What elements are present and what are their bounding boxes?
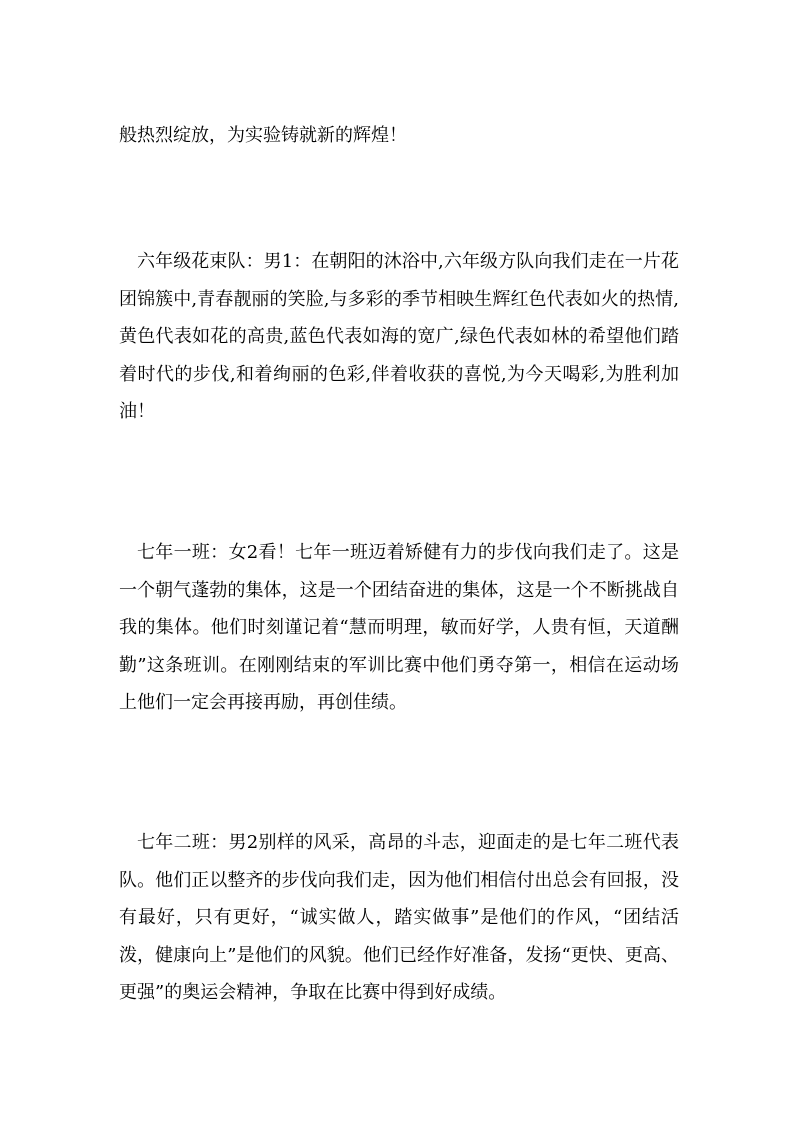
paragraph-grade-seven-class-one: 七年一班：女2看！七年一班迈着矫健有力的步伐向我们走了。这是一个朝气蓬勃的集体，这是一个团结奋进的集体，这是一个不断挑战自我的集体。他们时刻谨记着“慧而明理，敏而好学，人贵有恒，天道酬勤”这条班训。在刚刚结束的军训比赛中他们勇夺第一，相信在运动场上他们一定会再接再励，再创佳绩。: [119, 542, 679, 713]
paragraph-grade-six-flower-team: 六年级花束队：男1：在朝阳的沐浴中,六年级方队向我们走在一片花团锦簇中,青春靓丽的笑脸,与多彩的季节相映生辉红色代表如火的热情,黄色代表如花的高贵,蓝色代表如海的宽广,绿色代表如林的希望他们踏着时代的步伐,和着绚丽的色彩,伴着收获的喜悦,为今天喝彩,为胜利加油！: [119, 251, 679, 422]
paragraph-closing-line: 般热烈绽放，为实验铸就新的辉煌！: [119, 125, 407, 146]
paragraph-grade-seven-class-two: 七年二班：男2别样的风采，高昂的斗志，迎面走的是七年二班代表队。他们正以整齐的步伐向我们走，因为他们相信付出总会有回报，没有最好，只有更好，“诚实做人，踏实做事”是他们的作风，“团结活泼，健康向上”是他们的风貌。他们已经作好准备，发扬“更快、更高、更强”的奥运会精神，争取在比赛中得到好成绩。: [119, 832, 679, 1003]
